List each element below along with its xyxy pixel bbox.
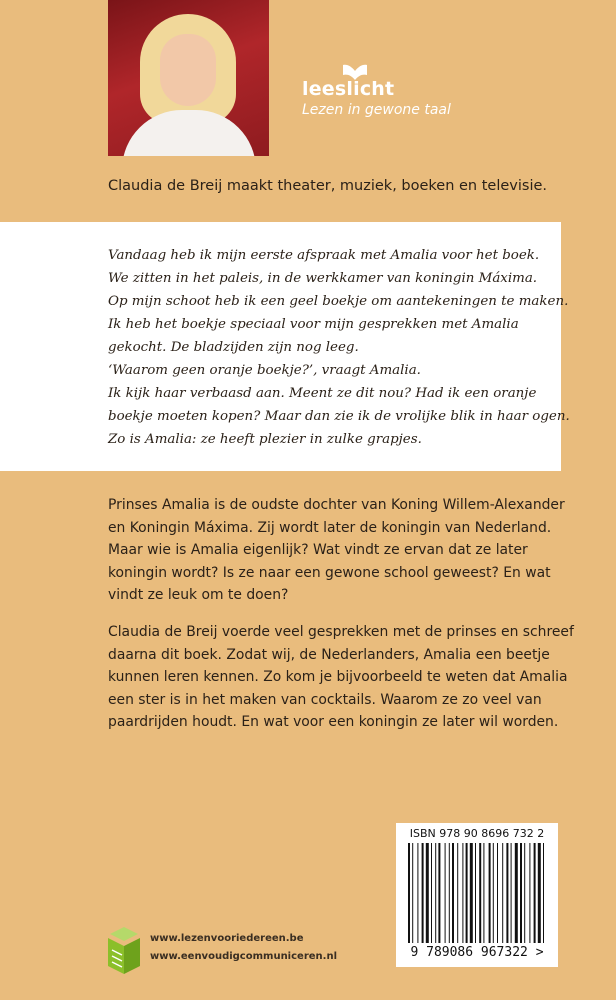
excerpt-line: boekje moeten kopen? Maar dan zie ik de vrolijke blik in haar ogen.: [108, 409, 570, 424]
footer-links: [150, 930, 337, 966]
author-photo: [108, 0, 269, 156]
isbn-label: ISBN 978 90 8696 732 2: [409, 827, 545, 840]
isbn-barcode: [396, 823, 558, 967]
footer-link[interactable]: www.eenvoudigcommuniceren.nl: [150, 951, 338, 962]
excerpt-line: Ik kijk haar verbaasd aan. Meent ze dit nou? Had ik een oranje: [108, 386, 537, 401]
photo-face: [160, 34, 216, 106]
blurb-line: Claudia de Breij voerde veel gesprekken met de prinses en schreef: [108, 624, 574, 640]
excerpt-line: Op mijn schoot heb ik een geel boekje om aantekeningen te maken.: [108, 294, 569, 309]
footer-link[interactable]: www.lezenvooriedereen.be: [150, 933, 304, 944]
blurb-paragraph-2: [108, 621, 574, 734]
barcode-bars: [406, 843, 548, 943]
excerpt-line: We zitten in het paleis, in de werkkamer van koningin Máxima.: [108, 271, 538, 286]
excerpt-panel: [0, 222, 570, 471]
blurb-line: daarna dit boek. Zodat wij, de Nederlanders, Amalia een beetje: [108, 646, 550, 663]
excerpt-line: gekocht. De bladzijden zijn nog leeg.: [108, 340, 359, 355]
blurb-line: kunnen leren kennen. Zo kom je bijvoorbeeld te weten dat Amalia: [108, 669, 568, 686]
excerpt-line: Vandaag heb ik mijn eerste afspraak met Amalia voor het boek.: [108, 248, 540, 263]
excerpt-line: Zo is Amalia: ze heeft plezier in zulke grapjes.: [108, 432, 422, 447]
excerpt-line: ‘Waarom geen oranje boekje?’, vraagt Amalia.: [108, 363, 421, 378]
book-stack-icon: [106, 924, 142, 976]
blurb-line: Maar wie is Amalia eigenlijk? Wat vindt ze ervan dat ze later: [108, 542, 528, 559]
leeslicht-logo: [302, 62, 502, 122]
blurb-line: en Koningin Máxima. Zij wordt later de koningin van Nederland.: [108, 519, 552, 536]
excerpt-line: Ik heb het boekje speciaal voor mijn gesprekken met Amalia: [108, 317, 519, 332]
blurb-paragraph-1: [108, 494, 565, 607]
excerpt-text: [108, 244, 570, 451]
blurb-line: paardrijden houdt. En wat voor een koningin ze later wil worden.: [108, 714, 559, 731]
blurb-line: een ster is in het maken van cocktails. Waarom ze zo veel van: [108, 691, 542, 708]
blurb-line: Prinses Amalia is de oudste dochter van Koning Willem-Alexander: [108, 497, 565, 513]
author-intro: Claudia de Breij maakt theater, muziek, boeken en televisie.: [108, 178, 548, 194]
photo-shirt: [122, 110, 256, 156]
blurb-line: vindt ze leuk om te doen?: [108, 587, 289, 604]
blurb-line: koningin wordt? Is ze naar een gewone school geweest? En wat: [108, 564, 551, 581]
brand-name: leeslicht: [302, 78, 395, 100]
brand-tagline: Lezen in gewone taal: [302, 102, 451, 118]
barcode-digits: 9 789086 967322 >: [410, 945, 544, 960]
